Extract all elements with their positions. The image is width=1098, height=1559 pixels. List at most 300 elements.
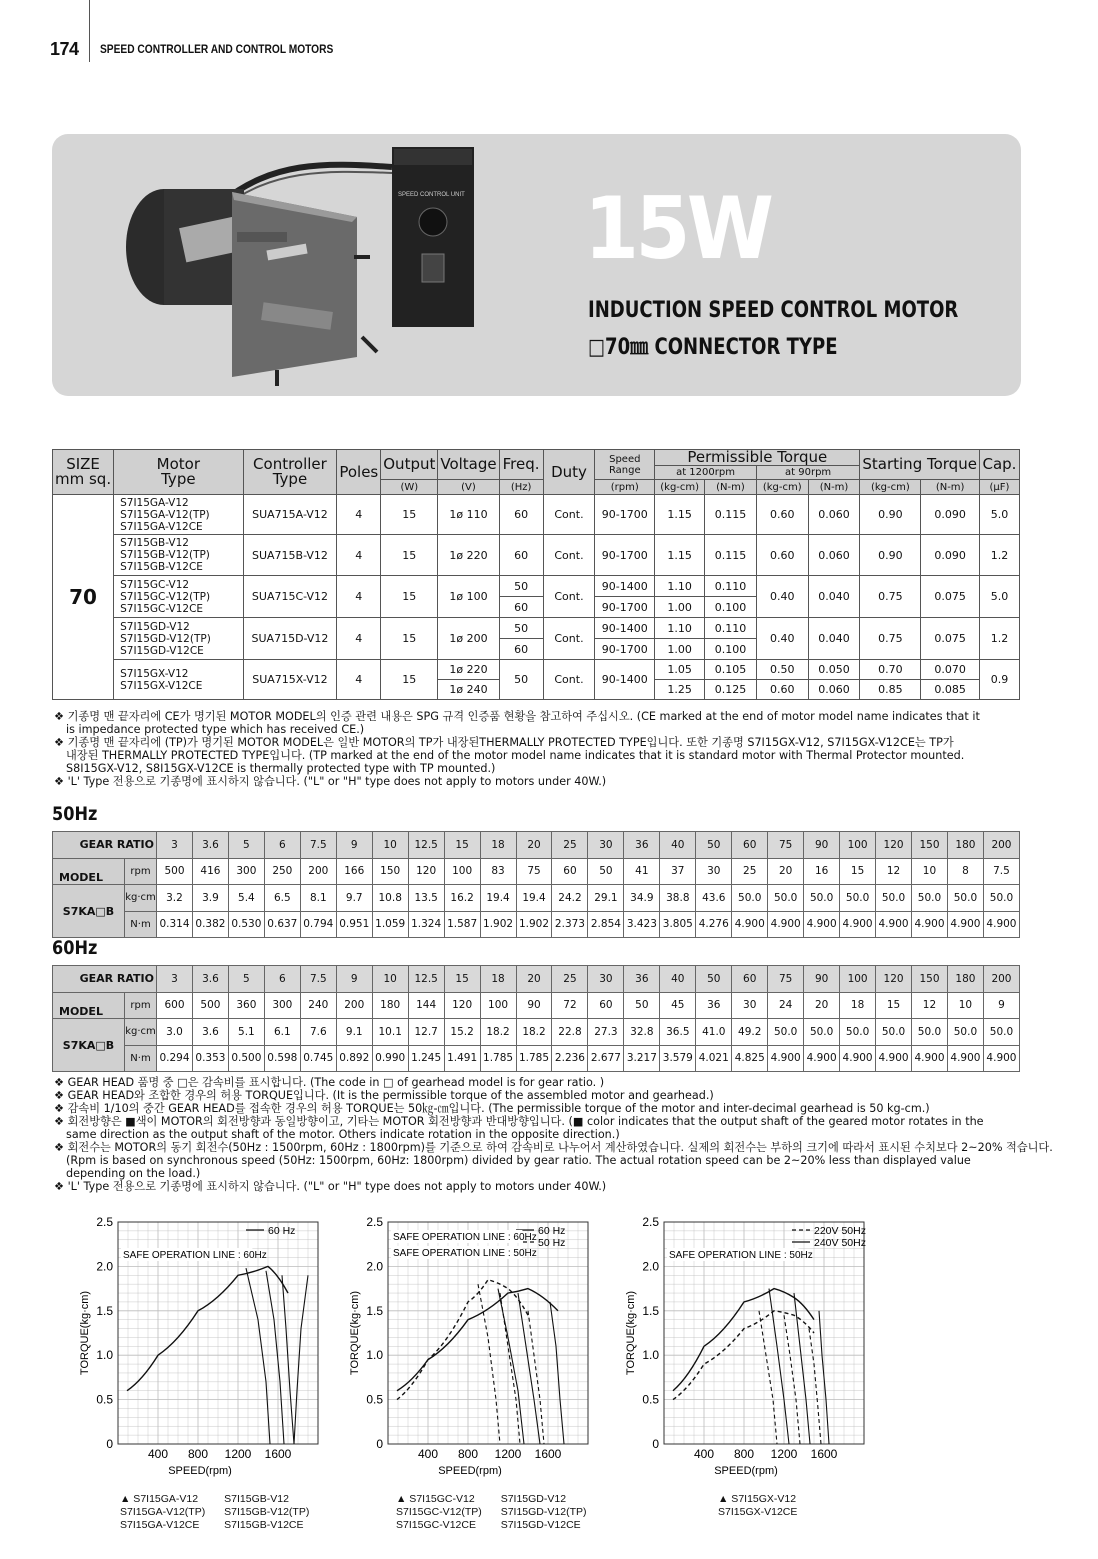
poles-cell: 4 bbox=[337, 576, 381, 618]
voltage-cell: 1ø 110 bbox=[438, 495, 499, 535]
output-cell: 15 bbox=[381, 576, 438, 618]
gear-ratio-cell: 15 bbox=[444, 832, 480, 859]
freq-cell: 50 bbox=[499, 618, 543, 639]
kgcm-row bbox=[53, 1019, 1020, 1046]
th-unit-uf: (μF) bbox=[979, 480, 1019, 495]
nm-cell: 4.900 bbox=[912, 1045, 948, 1072]
kgcm-cell: 50.0 bbox=[732, 885, 768, 912]
start-torque-cell: 0.75 bbox=[860, 576, 921, 618]
rpm-cell: 600 bbox=[157, 992, 193, 1019]
y-axis-label: TORQUE(kg·cm) bbox=[79, 1290, 91, 1376]
kgcm-cell: 13.5 bbox=[408, 885, 444, 912]
gear-ratio-cell: 6 bbox=[264, 966, 300, 993]
gear-ratio-cell: 60 bbox=[732, 966, 768, 993]
kgcm-cell: 50.0 bbox=[912, 1019, 948, 1046]
gear-table-title-60hz: 60Hz bbox=[52, 937, 98, 959]
gearhead-model: S7KA□B bbox=[53, 885, 125, 938]
x-axis-label: SPEED(rpm) bbox=[714, 1465, 778, 1477]
output-cell: 15 bbox=[381, 660, 438, 700]
nm-row bbox=[53, 911, 1020, 938]
nm-cell: 4.900 bbox=[804, 911, 840, 938]
kgcm-cell: 3.9 bbox=[192, 885, 228, 912]
gear-ratio-cell: 25 bbox=[552, 966, 588, 993]
y-tick-label: 2.0 bbox=[366, 1259, 383, 1274]
rpm-unit: rpm bbox=[125, 992, 157, 1019]
rpm-unit: rpm bbox=[125, 858, 157, 885]
note-line: S8I15GX-V12, S8I15GX-V12CE is thermally protected type with TP mounted.) bbox=[66, 762, 496, 775]
torque-cell: 0.60 bbox=[756, 680, 808, 700]
start-torque-cell: 0.75 bbox=[860, 618, 921, 660]
x-tick-label: 1200 bbox=[224, 1447, 252, 1461]
kgcm-cell: 50.0 bbox=[840, 1019, 876, 1046]
gear-ratio-cell: 7.5 bbox=[300, 966, 336, 993]
gear-ratio-cell: 3.6 bbox=[192, 832, 228, 859]
spec-table bbox=[52, 449, 1020, 700]
duty-cell: Cont. bbox=[543, 660, 595, 700]
torque-cell: 0.050 bbox=[808, 660, 860, 680]
rpm-cell: 500 bbox=[157, 858, 193, 885]
start-torque-cell: 0.075 bbox=[921, 618, 980, 660]
nm-cell: 3.217 bbox=[624, 1045, 660, 1072]
rpm-cell: 100 bbox=[444, 858, 480, 885]
gear-ratio-cell: 100 bbox=[840, 832, 876, 859]
y-tick-label: 0.5 bbox=[366, 1392, 383, 1407]
torque-cell: 1.25 bbox=[655, 680, 705, 700]
gear-notes bbox=[54, 1076, 1053, 1193]
rpm-cell: 50 bbox=[624, 992, 660, 1019]
note-line: ❖ 기종명 맨 끝자리에 CE가 명기된 MOTOR MODEL의 인증 관련 내용은 SPG 규격 인증품 현황을 참고하여 주십시오. (CE marked at the end of motor model name indicates that it bbox=[54, 710, 980, 723]
nm-cell: 0.637 bbox=[264, 911, 300, 938]
nm-cell: 4.900 bbox=[876, 911, 912, 938]
kgcm-cell: 50.0 bbox=[804, 885, 840, 912]
torque-cell: 0.40 bbox=[756, 618, 808, 660]
note-line: ❖ 회전방향은 ■색이 MOTOR의 회전방향과 동일방향이고, 기타는 MOTOR 회전방향과 반대방향입니다. (■ color indicates that the output shaft of the geared motor rotates in the bbox=[54, 1115, 984, 1128]
note-line: 내장된 THERMALLY PROTECTED TYPE입니다. (TP marked at the end of the motor model name indicates that it is standard motor with Thermal Protector mounted. bbox=[66, 749, 965, 762]
speed-cell: 90-1700 bbox=[595, 535, 655, 576]
motor-models: S7I15GB-V12 S7I15GB-V12(TP) S7I15GB-V12CE bbox=[114, 535, 243, 576]
torque-cell: 0.105 bbox=[705, 660, 757, 680]
gear-ratio-cell: 5 bbox=[228, 966, 264, 993]
nm-cell: 0.951 bbox=[336, 911, 372, 938]
gear-ratio-cell: 9 bbox=[336, 832, 372, 859]
torque-cell: 1.05 bbox=[655, 660, 705, 680]
start-torque-cell: 0.075 bbox=[921, 576, 980, 618]
y-tick-label: 2.0 bbox=[642, 1259, 659, 1274]
safe-operation-line bbox=[397, 1289, 558, 1391]
kgcm-row bbox=[53, 885, 1020, 912]
nm-cell: 2.677 bbox=[588, 1045, 624, 1072]
torque-cell: 0.110 bbox=[705, 576, 757, 597]
kgcm-cell: 34.9 bbox=[624, 885, 660, 912]
load-curve bbox=[794, 1293, 810, 1444]
x-tick-label: 1600 bbox=[534, 1447, 562, 1461]
product-subtitle-2: □70㎜ CONNECTOR TYPE bbox=[588, 335, 838, 360]
cap-cell: 5.0 bbox=[979, 495, 1019, 535]
nm-cell: 2.854 bbox=[588, 911, 624, 938]
y-tick-label: 1.0 bbox=[642, 1348, 659, 1363]
th-unit-kgcm: (kg-cm) bbox=[655, 480, 705, 495]
torque-cell: 0.40 bbox=[756, 576, 808, 618]
torque-cell: 1.00 bbox=[655, 597, 705, 618]
nm-cell: 1.245 bbox=[408, 1045, 444, 1072]
kgcm-cell: 18.2 bbox=[480, 1019, 516, 1046]
start-torque-cell: 0.90 bbox=[860, 535, 921, 576]
note-line: ❖ GEAR HEAD와 조합한 경우의 허용 TORQUE입니다. (It is the permissible torque of the assembled motor and gearhead.) bbox=[54, 1089, 714, 1102]
kgcm-cell: 29.1 bbox=[588, 885, 624, 912]
torque-cell: 0.040 bbox=[808, 576, 860, 618]
kgcm-cell: 15.2 bbox=[444, 1019, 480, 1046]
model-label: MODEL bbox=[53, 992, 125, 1019]
product-banner bbox=[52, 134, 1021, 396]
nm-cell: 1.491 bbox=[444, 1045, 480, 1072]
safe-operation-annotation: SAFE OPERATION LINE : 50Hz bbox=[669, 1250, 813, 1261]
th-freq: Freq. bbox=[499, 450, 543, 480]
duty-cell: Cont. bbox=[543, 495, 595, 535]
th-unit-rpm: (rpm) bbox=[595, 480, 655, 495]
gear-ratio-cell: 75 bbox=[768, 832, 804, 859]
torque-chart-1 bbox=[70, 1212, 330, 1477]
rpm-cell: 60 bbox=[588, 992, 624, 1019]
gear-ratio-row bbox=[53, 966, 1020, 993]
y-tick-label: 0.5 bbox=[96, 1392, 113, 1407]
torque-cell: 0.60 bbox=[756, 495, 808, 535]
gear-ratio-cell: 18 bbox=[480, 966, 516, 993]
speed-cell: 90-1400 bbox=[595, 618, 655, 639]
rpm-cell: 360 bbox=[228, 992, 264, 1019]
rpm-cell: 9 bbox=[983, 992, 1019, 1019]
voltage-cell: 1ø 200 bbox=[438, 618, 499, 660]
rpm-cell: 240 bbox=[300, 992, 336, 1019]
gear-ratio-cell: 5 bbox=[228, 832, 264, 859]
motor-photo bbox=[122, 142, 492, 392]
rpm-cell: 8 bbox=[947, 858, 983, 885]
gear-ratio-cell: 200 bbox=[983, 966, 1019, 993]
kgcm-cell: 3.2 bbox=[157, 885, 193, 912]
nm-cell: 1.902 bbox=[516, 911, 552, 938]
nm-cell: 0.382 bbox=[192, 911, 228, 938]
gear-ratio-cell: 120 bbox=[876, 966, 912, 993]
kgcm-cell: 50.0 bbox=[947, 1019, 983, 1046]
controller-cell: SUA715A-V12 bbox=[243, 495, 337, 535]
x-tick-label: 400 bbox=[147, 1447, 169, 1461]
nm-cell: 1.059 bbox=[372, 911, 408, 938]
x-axis-label: SPEED(rpm) bbox=[438, 1465, 502, 1477]
kgcm-cell: 32.8 bbox=[624, 1019, 660, 1046]
rpm-cell: 15 bbox=[876, 992, 912, 1019]
rpm-cell: 90 bbox=[516, 992, 552, 1019]
gear-ratio-cell: 10 bbox=[372, 966, 408, 993]
th-at-1200rpm: at 1200rpm bbox=[655, 466, 757, 480]
freq-cell: 60 bbox=[499, 535, 543, 576]
nm-cell: 4.021 bbox=[696, 1045, 732, 1072]
kgcm-cell: 12.7 bbox=[408, 1019, 444, 1046]
model-label: MODEL bbox=[53, 858, 125, 885]
th-unit-kgcm: (kg-cm) bbox=[860, 480, 921, 495]
nm-unit: N·m bbox=[125, 1045, 157, 1072]
nm-cell: 4.900 bbox=[912, 911, 948, 938]
page-number: 174 bbox=[50, 38, 79, 59]
kgcm-cell: 7.6 bbox=[300, 1019, 336, 1046]
torque-cell: 0.060 bbox=[808, 680, 860, 700]
x-tick-label: 1200 bbox=[770, 1447, 798, 1461]
torque-cell: 1.10 bbox=[655, 576, 705, 597]
kgcm-cell: 50.0 bbox=[768, 885, 804, 912]
nm-cell: 4.900 bbox=[840, 911, 876, 938]
speed-cell: 90-1700 bbox=[595, 639, 655, 660]
kgcm-cell: 50.0 bbox=[840, 885, 876, 912]
nm-cell: 1.785 bbox=[516, 1045, 552, 1072]
motor-models: S7I15GD-V12 S7I15GD-V12(TP) S7I15GD-V12CE bbox=[114, 618, 243, 660]
rpm-cell: 50 bbox=[588, 858, 624, 885]
th-unit-w: (W) bbox=[381, 480, 438, 495]
nm-cell: 4.900 bbox=[947, 1045, 983, 1072]
chart-1-caption bbox=[120, 1493, 325, 1532]
gear-ratio-cell: 7.5 bbox=[300, 832, 336, 859]
rpm-cell: 45 bbox=[660, 992, 696, 1019]
kgcm-cell: 16.2 bbox=[444, 885, 480, 912]
nm-cell: 2.373 bbox=[552, 911, 588, 938]
torque-cell: 1.00 bbox=[655, 639, 705, 660]
chart-2-caption bbox=[396, 1493, 602, 1532]
note-line: ❖ 기종명 맨 끝자리에 (TP)가 명기된 MOTOR MODEL은 일반 MOTOR의 TP가 내장된THERMALLY PROTECTED TYPE입니다. 또한 기종명 S7I15GX-V12, S7I15GX-V12CE는 TP가 bbox=[54, 736, 954, 749]
legend-label: 240V 50Hz bbox=[814, 1237, 866, 1249]
duty-cell: Cont. bbox=[543, 618, 595, 660]
gear-ratio-cell: 40 bbox=[660, 966, 696, 993]
kgcm-cell: 27.3 bbox=[588, 1019, 624, 1046]
nm-cell: 4.900 bbox=[840, 1045, 876, 1072]
rpm-cell: 18 bbox=[840, 992, 876, 1019]
gear-ratio-cell: 150 bbox=[912, 832, 948, 859]
gear-ratio-cell: 3 bbox=[157, 966, 193, 993]
nm-cell: 3.423 bbox=[624, 911, 660, 938]
legend-label: 220V 50Hz bbox=[814, 1225, 866, 1237]
controller-cell: SUA715B-V12 bbox=[243, 535, 337, 576]
rpm-cell: 300 bbox=[228, 858, 264, 885]
nm-cell: 0.598 bbox=[264, 1045, 300, 1072]
freq-cell: 60 bbox=[499, 597, 543, 618]
speed-cell: 90-1400 bbox=[595, 576, 655, 597]
size-cell: 70 bbox=[53, 495, 114, 700]
th-poles: Poles bbox=[337, 450, 381, 495]
kgcm-cell: 49.2 bbox=[732, 1019, 768, 1046]
y-tick-label: 1.0 bbox=[366, 1348, 383, 1363]
start-torque-cell: 0.090 bbox=[921, 495, 980, 535]
kgcm-cell: 50.0 bbox=[947, 885, 983, 912]
nm-cell: 3.805 bbox=[660, 911, 696, 938]
rpm-cell: 20 bbox=[768, 858, 804, 885]
cap-cell: 5.0 bbox=[979, 576, 1019, 618]
th-motor-type: Motor Type bbox=[114, 450, 243, 495]
th-at-90rpm: at 90rpm bbox=[756, 466, 860, 480]
rpm-cell: 416 bbox=[192, 858, 228, 885]
rpm-row bbox=[53, 858, 1020, 885]
kgcm-cell: 19.4 bbox=[516, 885, 552, 912]
rpm-cell: 300 bbox=[264, 992, 300, 1019]
x-tick-label: 800 bbox=[733, 1447, 755, 1461]
rpm-cell: 41 bbox=[624, 858, 660, 885]
kgcm-cell: 24.2 bbox=[552, 885, 588, 912]
kgcm-cell: 5.1 bbox=[228, 1019, 264, 1046]
nm-cell: 0.990 bbox=[372, 1045, 408, 1072]
nm-cell: 0.294 bbox=[157, 1045, 193, 1072]
nm-cell: 1.902 bbox=[480, 911, 516, 938]
safe-operation-annotation: SAFE OPERATION LINE : 60Hz bbox=[123, 1250, 267, 1261]
nm-cell: 0.500 bbox=[228, 1045, 264, 1072]
kgcm-cell: 50.0 bbox=[876, 885, 912, 912]
rpm-cell: 120 bbox=[408, 858, 444, 885]
speed-cell: 90-1700 bbox=[595, 495, 655, 535]
rpm-cell: 150 bbox=[372, 858, 408, 885]
nm-cell: 4.276 bbox=[696, 911, 732, 938]
voltage-cell: 1ø 240 bbox=[438, 680, 499, 700]
y-tick-label: 0 bbox=[652, 1437, 659, 1451]
nm-cell: 4.900 bbox=[947, 911, 983, 938]
table-row bbox=[53, 660, 1020, 680]
torque-cell: 0.125 bbox=[705, 680, 757, 700]
controller-cell: SUA715X-V12 bbox=[243, 660, 337, 700]
y-tick-label: 2.5 bbox=[642, 1215, 659, 1229]
rpm-cell: 7.5 bbox=[983, 858, 1019, 885]
voltage-cell: 1ø 220 bbox=[438, 660, 499, 680]
torque-cell: 0.115 bbox=[705, 495, 757, 535]
note-line: ❖ GEAR HEAD 품명 중 □은 감속비를 표시합니다. (The code in □ of gearhead model is for gear ratio. ) bbox=[54, 1076, 605, 1089]
torque-cell: 0.040 bbox=[808, 618, 860, 660]
rpm-cell: 144 bbox=[408, 992, 444, 1019]
gear-ratio-cell: 100 bbox=[840, 966, 876, 993]
rpm-cell: 60 bbox=[552, 858, 588, 885]
gear-ratio-cell: 180 bbox=[947, 832, 983, 859]
cap-cell: 1.2 bbox=[979, 618, 1019, 660]
legend-label: 50 Hz bbox=[538, 1237, 566, 1249]
th-unit-nm: (N-m) bbox=[808, 480, 860, 495]
nm-cell: 3.579 bbox=[660, 1045, 696, 1072]
gear-table-50hz bbox=[52, 831, 1020, 938]
poles-cell: 4 bbox=[337, 535, 381, 576]
torque-chart-3 bbox=[616, 1212, 876, 1477]
gear-ratio-label: GEAR RATIO bbox=[53, 966, 157, 993]
rpm-cell: 200 bbox=[300, 858, 336, 885]
y-tick-label: 1.5 bbox=[96, 1303, 113, 1318]
note-line: ❖ 회전수는 MOTOR의 동기 회전수(50Hz : 1500rpm, 60Hz : 1800rpm)를 기준으로 하여 감속비로 나누어서 계산하였습니다. 실제의 회전수는 부하의 크기에 따라서 표시된 수치보다 2~20% 적습니다. bbox=[54, 1141, 1053, 1154]
torque-cell: 0.100 bbox=[705, 639, 757, 660]
note-line: ❖ 'L' Type 전용으로 기종명에 표시하지 않습니다. ("L" or "H" type does not apply to motors under 40W.) bbox=[54, 1180, 607, 1193]
motor-models: S7I15GX-V12 S7I15GX-V12CE bbox=[114, 660, 243, 700]
x-tick-label: 400 bbox=[417, 1447, 439, 1461]
y-tick-label: 2.5 bbox=[96, 1215, 113, 1229]
kgcm-cell: 6.1 bbox=[264, 1019, 300, 1046]
nm-cell: 4.900 bbox=[732, 911, 768, 938]
th-voltage: Voltage bbox=[438, 450, 499, 480]
y-tick-label: 2.0 bbox=[96, 1259, 113, 1274]
gear-ratio-cell: 36 bbox=[624, 966, 660, 993]
start-torque-cell: 0.70 bbox=[860, 660, 921, 680]
nm-cell: 0.892 bbox=[336, 1045, 372, 1072]
output-cell: 15 bbox=[381, 495, 438, 535]
nm-cell: 4.900 bbox=[983, 1045, 1019, 1072]
note-line: same direction as the output shaft of the motor. Others indicate rotation in the opposite direction.) bbox=[66, 1128, 620, 1141]
kgcm-cell: 38.8 bbox=[660, 885, 696, 912]
note-line: depending on the load.) bbox=[66, 1167, 201, 1180]
legend-label: 60 Hz bbox=[268, 1225, 296, 1237]
gear-ratio-cell: 12.5 bbox=[408, 832, 444, 859]
motor-models: S7I15GC-V12 S7I15GC-V12(TP) S7I15GC-V12CE bbox=[114, 576, 243, 618]
kgcm-cell: 50.0 bbox=[983, 885, 1019, 912]
legend-label: 60 Hz bbox=[538, 1225, 566, 1237]
th-duty: Duty bbox=[543, 450, 595, 495]
table-row bbox=[53, 576, 1020, 597]
th-unit-kgcm: (kg-cm) bbox=[756, 480, 808, 495]
freq-cell: 50 bbox=[499, 660, 543, 700]
rpm-cell: 37 bbox=[660, 858, 696, 885]
header-divider bbox=[89, 0, 90, 62]
y-tick-label: 0 bbox=[376, 1437, 383, 1451]
load-curve bbox=[809, 1329, 821, 1444]
nm-cell: 4.900 bbox=[768, 1045, 804, 1072]
kgcm-cell: 5.4 bbox=[228, 885, 264, 912]
rpm-cell: 25 bbox=[732, 858, 768, 885]
nm-cell: 4.900 bbox=[876, 1045, 912, 1072]
gear-ratio-cell: 60 bbox=[732, 832, 768, 859]
torque-cell: 1.15 bbox=[655, 535, 705, 576]
kgcm-cell: 50.0 bbox=[912, 885, 948, 912]
gear-ratio-cell: 25 bbox=[552, 832, 588, 859]
kgcm-cell: 8.1 bbox=[300, 885, 336, 912]
nm-cell: 4.900 bbox=[804, 1045, 840, 1072]
cap-cell: 0.9 bbox=[979, 660, 1019, 700]
output-cell: 15 bbox=[381, 535, 438, 576]
start-torque-cell: 0.070 bbox=[921, 660, 980, 680]
freq-cell: 50 bbox=[499, 576, 543, 597]
x-axis-label: SPEED(rpm) bbox=[168, 1465, 232, 1477]
nm-row bbox=[53, 1045, 1020, 1072]
rpm-cell: 200 bbox=[336, 992, 372, 1019]
rpm-cell: 250 bbox=[264, 858, 300, 885]
gear-ratio-cell: 40 bbox=[660, 832, 696, 859]
kgcm-cell: 19.4 bbox=[480, 885, 516, 912]
kgcm-cell: 43.6 bbox=[696, 885, 732, 912]
caption-col: ▲ S7I15GC-V12 S7I15GC-V12(TP) S7I15GC-V12CE bbox=[396, 1493, 482, 1531]
nm-cell: 0.745 bbox=[300, 1045, 336, 1072]
gear-ratio-row bbox=[53, 832, 1020, 859]
kgcm-cell: 50.0 bbox=[983, 1019, 1019, 1046]
th-starting-torque: Starting Torque bbox=[860, 450, 980, 480]
gear-ratio-cell: 50 bbox=[696, 832, 732, 859]
kgcm-cell: 9.1 bbox=[336, 1019, 372, 1046]
rpm-cell: 20 bbox=[804, 992, 840, 1019]
rpm-cell: 75 bbox=[516, 858, 552, 885]
gear-ratio-cell: 12.5 bbox=[408, 966, 444, 993]
torque-chart-2 bbox=[340, 1212, 600, 1477]
gear-ratio-cell: 75 bbox=[768, 966, 804, 993]
kgcm-cell: 3.0 bbox=[157, 1019, 193, 1046]
x-tick-label: 400 bbox=[693, 1447, 715, 1461]
start-torque-cell: 0.085 bbox=[921, 680, 980, 700]
kgcm-cell: 10.8 bbox=[372, 885, 408, 912]
speed-cell: 90-1400 bbox=[595, 660, 655, 700]
caption-col: S7I15GD-V12 S7I15GD-V12(TP) S7I15GD-V12CE bbox=[500, 1493, 587, 1531]
y-axis-label: TORQUE(kg·cm) bbox=[349, 1290, 361, 1376]
kgcm-cell: 3.6 bbox=[192, 1019, 228, 1046]
kgcm-cell: 18.2 bbox=[516, 1019, 552, 1046]
gear-ratio-cell: 150 bbox=[912, 966, 948, 993]
th-size: SIZE mm sq. bbox=[53, 450, 114, 495]
rpm-cell: 83 bbox=[480, 858, 516, 885]
kgcm-cell: 10.1 bbox=[372, 1019, 408, 1046]
th-controller-type: Controller Type bbox=[243, 450, 337, 495]
th-output: Output bbox=[381, 450, 438, 480]
gear-ratio-cell: 20 bbox=[516, 832, 552, 859]
cap-cell: 1.2 bbox=[979, 535, 1019, 576]
